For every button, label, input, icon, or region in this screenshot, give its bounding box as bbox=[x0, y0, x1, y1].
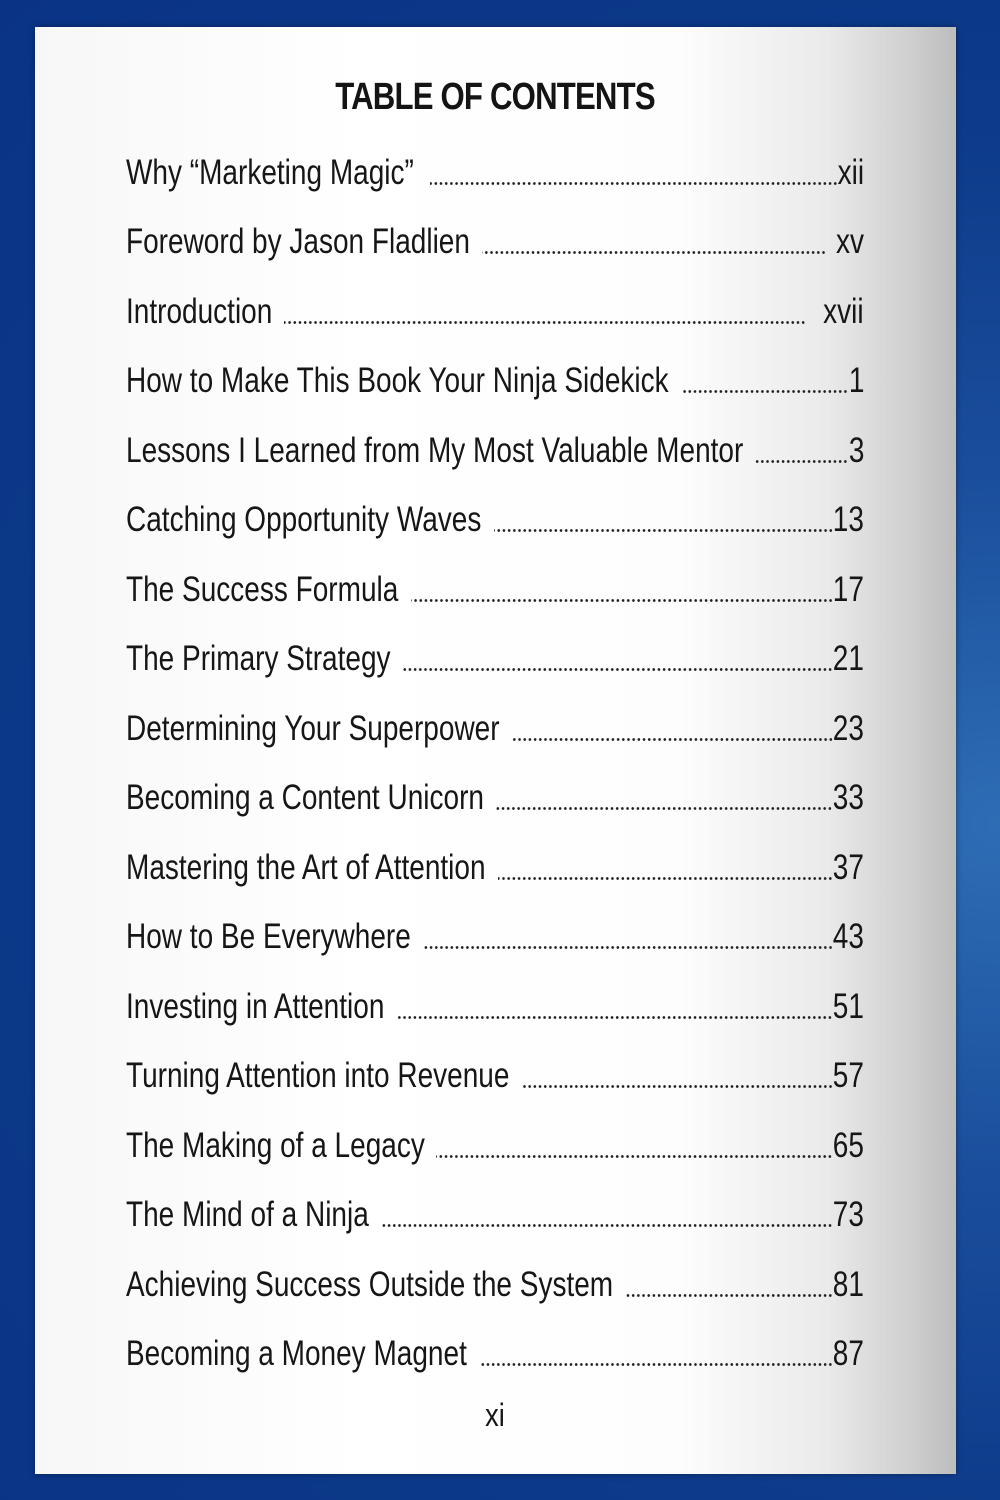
dot-leader bbox=[522, 1085, 833, 1088]
toc-entry bbox=[126, 429, 864, 473]
toc-entry-page: 23 bbox=[832, 709, 864, 748]
toc-entry-title: The Primary Strategy bbox=[126, 639, 391, 678]
dot-leader bbox=[496, 807, 832, 810]
toc-entry-title: Turning Attention into Revenue bbox=[126, 1056, 510, 1095]
dot-leader bbox=[681, 390, 848, 393]
toc-entry-page: 21 bbox=[832, 639, 864, 678]
toc-entry bbox=[126, 220, 864, 264]
toc-entry-page: 65 bbox=[832, 1126, 864, 1165]
toc-entry bbox=[126, 1054, 864, 1098]
toc-entry-page: 13 bbox=[832, 500, 864, 539]
dot-leader bbox=[284, 321, 806, 324]
toc-entry-page: 81 bbox=[832, 1265, 864, 1304]
dot-leader bbox=[396, 1016, 833, 1019]
toc-entry bbox=[126, 915, 864, 959]
toc-entry bbox=[126, 1193, 864, 1237]
toc-entry bbox=[126, 290, 864, 334]
toc-entry-title: The Mind of a Ninja bbox=[126, 1195, 369, 1234]
toc-entry-title: Introduction bbox=[126, 292, 273, 331]
dot-leader bbox=[436, 1155, 832, 1158]
toc-entry-title: Investing in Attention bbox=[126, 987, 385, 1026]
toc-entry-page: 51 bbox=[832, 987, 864, 1026]
toc-entry-title: Becoming a Content Unicorn bbox=[126, 778, 484, 817]
page-title: TABLE OF CONTENTS bbox=[335, 76, 655, 118]
dot-leader bbox=[482, 251, 826, 254]
toc-entry bbox=[126, 359, 864, 403]
toc-entry-title: Lessons I Learned from My Most Valuable Mentor bbox=[126, 431, 744, 470]
toc-entry-page: 1 bbox=[848, 361, 864, 400]
dot-leader bbox=[625, 1294, 833, 1297]
dot-leader bbox=[494, 529, 833, 532]
page-number: xi bbox=[485, 1397, 505, 1433]
toc-entry bbox=[126, 568, 864, 612]
toc-entry bbox=[126, 846, 864, 890]
toc-entry-page: 73 bbox=[832, 1195, 864, 1234]
toc-entry bbox=[126, 151, 864, 195]
toc-entry-title: Mastering the Art of Attention bbox=[126, 848, 486, 887]
dot-leader bbox=[411, 599, 833, 602]
dot-leader bbox=[755, 460, 848, 463]
toc-entry-title: Determining Your Superpower bbox=[126, 709, 500, 748]
dot-leader bbox=[479, 1363, 833, 1366]
dot-leader bbox=[402, 668, 833, 671]
toc-entry bbox=[126, 1263, 864, 1307]
toc-entry-page: xv bbox=[836, 222, 864, 261]
toc-entry-page: 57 bbox=[832, 1056, 864, 1095]
dot-leader bbox=[423, 946, 833, 949]
toc-entry-page: 43 bbox=[832, 917, 864, 956]
toc-entry-title: The Making of a Legacy bbox=[126, 1126, 425, 1165]
toc-entry-title: Catching Opportunity Waves bbox=[126, 500, 482, 539]
toc-entry bbox=[126, 707, 864, 751]
toc-entry bbox=[126, 1124, 864, 1168]
toc-entry-title: Becoming a Money Magnet bbox=[126, 1334, 467, 1373]
toc-entry-page: 37 bbox=[832, 848, 864, 887]
toc-entry-title: Foreword by Jason Fladlien bbox=[126, 222, 470, 261]
dot-leader bbox=[430, 182, 838, 185]
toc-entry-title: How to Make This Book Your Ninja Sidekick bbox=[126, 361, 669, 400]
toc-entry-title: Achieving Success Outside the System bbox=[126, 1265, 614, 1304]
toc-entry-title: The Success Formula bbox=[126, 570, 399, 609]
toc-entry-page: xii bbox=[837, 153, 864, 192]
toc-entry-page: 3 bbox=[848, 431, 864, 470]
table-of-contents bbox=[126, 0, 864, 1400]
toc-entry-page: 17 bbox=[832, 570, 864, 609]
dot-leader bbox=[512, 738, 833, 741]
toc-entry bbox=[126, 776, 864, 820]
toc-entry-page: xvii bbox=[823, 292, 864, 331]
toc-entry-page: 87 bbox=[832, 1334, 864, 1373]
dot-leader bbox=[381, 1224, 833, 1227]
toc-entry-title: Why “Marketing Magic” bbox=[126, 153, 414, 192]
toc-entry-title: How to Be Everywhere bbox=[126, 917, 411, 956]
toc-entry bbox=[126, 985, 864, 1029]
toc-entry bbox=[126, 1332, 864, 1376]
dot-leader bbox=[498, 877, 833, 880]
toc-entry bbox=[126, 637, 864, 681]
toc-entry bbox=[126, 498, 864, 542]
toc-entry-page: 33 bbox=[832, 778, 864, 817]
